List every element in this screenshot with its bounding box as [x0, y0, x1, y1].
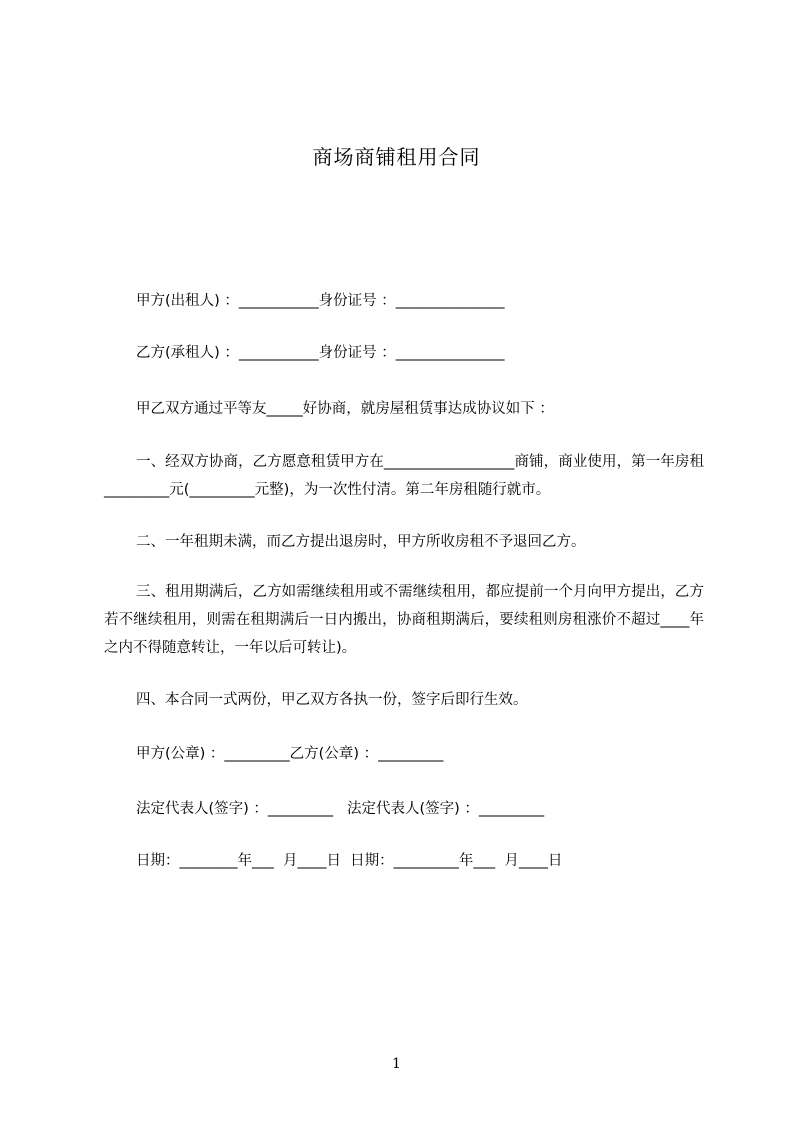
clause-2: 二、一年租期未满，而乙方提出退房时，甲方所收房租不予退回乙方。: [136, 534, 586, 550]
clause-3: 三、租用期满后，乙方如需继续租用或不需继续租用，都应提前一个月向甲方提出，乙方若不继续租用，则需在租期满后一日内搬出，协商租期满后，要续租则房租涨价不超过____年之内不得随意转让，一年以后可转让)。: [104, 584, 704, 656]
document-title: 商场商铺租用合同: [312, 145, 481, 169]
party-a-line: 甲方(出租人) ：___________身份证号 ：_______________: [136, 293, 505, 309]
page-number: 1: [392, 1056, 401, 1072]
clause-4: 四、本合同一式两份，甲乙双方各执一份，签字后即行生效。: [136, 692, 528, 708]
date-line: 日期：________年___ 月____日 日期：_________年___ 月____日: [136, 853, 563, 869]
party-b-line: 乙方(承租人) ：___________身份证号 ：_______________: [136, 345, 505, 361]
representative-signature-line: 法定代表人(签字) ：_________ 法定代表人(签字) ：_________: [136, 801, 545, 817]
seal-line: 甲方(公章) ：_________乙方(公章) ：_________: [136, 746, 444, 762]
clause-1: 一、经双方协商，乙方愿意租赁甲方在__________________商铺，商业使用，第一年房租_________元(_________元整)，为一次性付清。第二年房租随行就市。: [104, 454, 704, 498]
agreement-intro: 甲乙双方通过平等友_____好协商，就房屋租赁事达成协议如下 ：: [136, 401, 554, 417]
